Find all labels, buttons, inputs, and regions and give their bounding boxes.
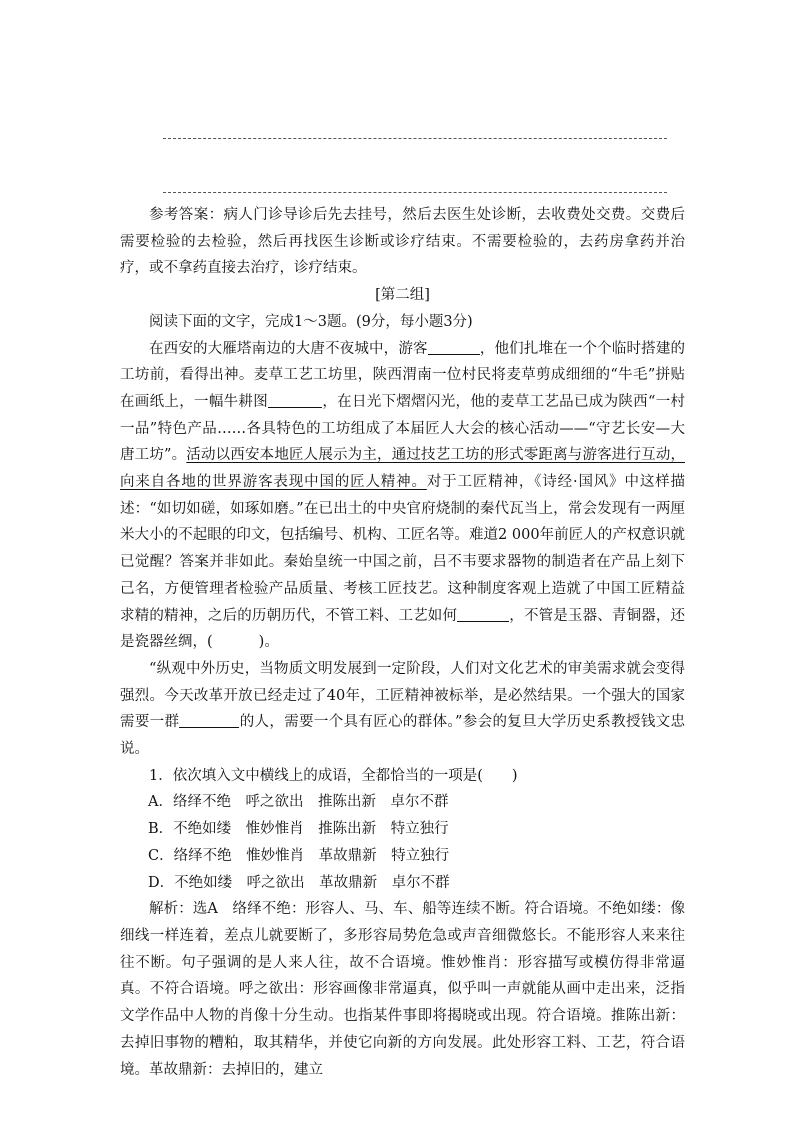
fill-blank-4 — [179, 713, 239, 728]
passage-text: ，不管是玉器、青铜器，还是瓷器丝绸，( — [120, 607, 686, 651]
fill-blank-3 — [457, 607, 509, 622]
question-1-stem: 1．依次填入文中横线上的成语，全都恰当的一项是( ) — [149, 767, 518, 784]
reading-instruction: 阅读下面的文字，完成1～3题。(9分，每小题3分) — [149, 313, 473, 330]
option-d: D．不绝如缕 呼之欲出 革故鼎新 卓尔不群 — [148, 874, 450, 891]
analysis-text: 解析：选A 络绎不绝：形容人、马、车、船等连续不断。符合语境。不绝如缕：像细线一样连着，差点儿就要断了，多形容局势危急或声音细微悠长。不能形容人来来往往不断。句子强调的是人来人往，故不合语境。惟妙惟肖：形容描写或模仿得非常逼真。不符合语境。呼之欲出：形容画像非常逼真，似乎叫一声就能从画中走出来，泛指文学作品中人物的肖像十分生动。也指某件事即将揭晓或出现。符合语境。推陈出新：去掉旧事物的糟粕，取其精华，并使它向新的方向发展。此处形容工料、工艺，符合语境。革故鼎新：去掉旧的，建立 — [120, 901, 685, 1078]
underlined-sentence: 活动以西安本地匠人展示为主，通过技艺工坊的形式零距离与游客进行互动，向来自各地的世界游客表现中国的匠人精神。 — [120, 447, 685, 491]
fill-blank-1 — [428, 340, 480, 355]
passage-paragraph-1 — [120, 336, 685, 656]
option-b: B．不绝如缕 惟妙惟肖 推陈出新 特立独行 — [148, 821, 449, 838]
document-body — [120, 202, 685, 1083]
dotted-answer-line-1 — [163, 138, 667, 139]
passage-text: )。 — [258, 634, 279, 651]
passage-text: 在西安的大雁塔南边的大唐不夜城中，游客 — [149, 340, 428, 357]
passage-text: ，在日光下熠熠闪光，他的麦草工艺品已成为陕西“一村一品”特色产品……各具特色的工坊组成了本届匠人大会的核心活动——“守艺长安—大唐工坊”。 — [120, 393, 685, 464]
passage-text: ，他们扎堆在一个个临时搭建的工坊前，看得出神。麦草工艺工坊里，陕西渭南一位村民将麦草剪成细细的“牛毛”拼贴在画纸上，一幅牛耕图 — [120, 340, 686, 410]
fill-blank-2 — [268, 393, 322, 408]
reference-answer: 参考答案：病人门诊导诊后先去挂号，然后去医生处诊断，去收费处交费。交费后需要检验的去检验，然后再找医生诊断或诊疗结束。不需要检验的，去药房拿药并治疗，或不拿药直接去治疗，诊疗结束。 — [120, 207, 685, 277]
passage-text: 的人，需要一个具有匠心的群体。”参会的复旦大学历史系教授钱文忠说。 — [120, 714, 685, 758]
passage-paragraph-2 — [120, 656, 685, 763]
option-c: C．络绎不绝 惟妙惟肖 革故鼎新 特立独行 — [148, 847, 450, 864]
dotted-answer-line-2 — [163, 192, 667, 193]
passage-text: 对于工匠精神，《诗经·国风》中这样描述：“如切如磋，如琢如磨。”在已出土的中央官府烧制的秦代瓦当上，常会发现有一两厘米大小的不起眼的印文，包括编号、机构、工匠名等。难道2 000年前匠人的产权意识就已觉醒？答案并非如此。秦始皇统一中国之前，吕不韦要求器物的制造者在产品上刻下己名，方便管理者检验产品质量、考核工匠技艺。这种制度客观上造就了中国工匠精益求精的精神，之后的历朝历代，不管工料、工艺如何 — [120, 474, 686, 624]
group-heading: [第二组] — [375, 287, 430, 304]
passage-text: “纵观中外历史，当物质文明发展到一定阶段，人们对文化艺术的审美需求就会变得强烈。今天改革开放已经走过了40年，工匠精神被标举，是必然结果。一个强大的国家需要一群 — [120, 660, 685, 731]
option-a: A．络绎不绝 呼之欲出 推陈出新 卓尔不群 — [148, 794, 449, 811]
